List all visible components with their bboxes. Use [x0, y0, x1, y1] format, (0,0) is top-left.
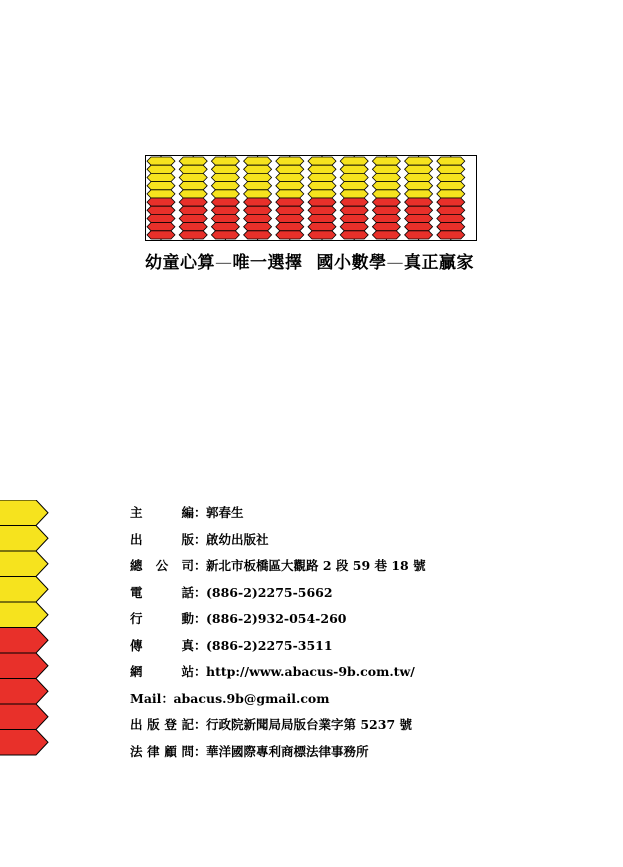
credit-colon: ：	[194, 505, 207, 520]
abacus-bead-red	[147, 214, 175, 222]
abacus-bead-yellow	[179, 157, 207, 165]
abacus-bead-red	[372, 206, 400, 214]
credit-value: 華洋國際專利商標法律事務所	[206, 743, 369, 759]
abacus-bead-red	[308, 198, 336, 206]
credit-label: 法律顧問	[130, 743, 194, 759]
abacus-bead-red	[179, 214, 207, 222]
abacus-bead-yellow	[276, 190, 304, 198]
abacus-bead-yellow	[340, 165, 368, 173]
abacus-bead-red	[276, 198, 304, 206]
abacus-bead-yellow	[244, 157, 272, 165]
abacus-bead-red	[244, 223, 272, 231]
abacus-bead-red	[276, 206, 304, 214]
side-bead-yellow	[0, 500, 48, 526]
abacus-bead-yellow	[340, 173, 368, 181]
abacus-bead-yellow	[147, 190, 175, 198]
abacus-bead-yellow	[405, 190, 433, 198]
abacus-bead-yellow	[340, 157, 368, 165]
abacus-bead-red	[276, 223, 304, 231]
credit-colon: ：	[161, 690, 174, 706]
abacus-bead-yellow	[244, 182, 272, 190]
slogan-part-2: 唯一選擇	[232, 253, 303, 273]
abacus-bead-yellow	[147, 173, 175, 181]
slogan-dash-1: —	[215, 253, 233, 273]
abacus-bead-yellow	[179, 182, 207, 190]
abacus-bead-red	[211, 223, 239, 231]
side-bead-column	[0, 500, 50, 756]
abacus-bead-yellow	[276, 182, 304, 190]
email-link[interactable]: abacus.9b@gmail.com	[173, 690, 330, 706]
abacus-bead-yellow	[179, 173, 207, 181]
abacus-bead-red	[211, 214, 239, 222]
abacus-bead-red	[244, 231, 272, 239]
abacus-bead-yellow	[211, 190, 239, 198]
side-bead-red	[0, 704, 48, 730]
slogan-part-4: 真正贏家	[404, 253, 474, 273]
abacus-bead-red	[372, 223, 400, 231]
credit-colon: ：	[194, 584, 207, 600]
abacus-bead-yellow	[405, 182, 433, 190]
abacus-bead-red	[308, 214, 336, 222]
credit-colon: ：	[194, 743, 207, 759]
abacus-bead-red	[276, 214, 304, 222]
abacus-bead-red	[437, 223, 465, 231]
side-bead-red	[0, 653, 48, 679]
abacus-bead-red	[211, 231, 239, 239]
abacus-bead-red	[244, 206, 272, 214]
abacus-bead-yellow	[308, 173, 336, 181]
abacus-bead-yellow	[276, 173, 304, 181]
credit-label: 出版登記	[130, 717, 194, 732]
abacus-bead-yellow	[437, 157, 465, 165]
credit-label: 總 公 司	[130, 558, 194, 573]
credit-colon: ：	[194, 717, 207, 732]
abacus-bead-yellow	[372, 190, 400, 198]
abacus-bead-yellow	[276, 157, 304, 165]
abacus-bead-red	[308, 231, 336, 239]
abacus-bead-red	[211, 206, 239, 214]
abacus-bead-red	[147, 206, 175, 214]
credit-value: (886-2)932-054-260	[206, 611, 347, 626]
credit-colon: ：	[194, 664, 207, 679]
side-bead-yellow	[0, 602, 48, 628]
credit-value: 行政院新聞局局版台業字第 5237 號	[206, 717, 412, 732]
abacus-bead-red	[147, 223, 175, 231]
credit-label: 電 話	[130, 584, 194, 600]
abacus-bead-yellow	[147, 165, 175, 173]
side-bead-red	[0, 628, 48, 654]
abacus-bead-yellow	[308, 182, 336, 190]
credit-row-fax	[130, 633, 426, 660]
side-bead-yellow	[0, 551, 48, 577]
abacus-bead-red	[437, 231, 465, 239]
abacus-bead-red	[179, 231, 207, 239]
abacus-bead-red	[372, 214, 400, 222]
credit-colon: ：	[194, 531, 207, 547]
credit-row-head-office	[130, 553, 426, 580]
credit-label: 傳 真	[130, 637, 194, 653]
abacus-bead-red	[340, 206, 368, 214]
credit-row-mail	[130, 686, 426, 713]
abacus-bead-red	[405, 231, 433, 239]
abacus-bead-red	[405, 198, 433, 206]
credit-row-mobile	[130, 606, 426, 633]
side-bead-yellow	[0, 526, 48, 552]
abacus-bead-red	[244, 198, 272, 206]
slogan-part-3: 國小數學	[316, 253, 387, 273]
credit-value: 啟幼出版社	[206, 531, 269, 547]
abacus-bead-yellow	[405, 157, 433, 165]
credit-colon: ：	[194, 611, 207, 626]
abacus-bead-red	[308, 206, 336, 214]
abacus-bead-yellow	[340, 190, 368, 198]
abacus-bead-yellow	[211, 165, 239, 173]
abacus-bead-red	[147, 198, 175, 206]
abacus-bead-yellow	[437, 190, 465, 198]
abacus-bead-yellow	[372, 165, 400, 173]
abacus-bead-yellow	[340, 182, 368, 190]
abacus-bead-red	[211, 198, 239, 206]
abacus-bead-red	[340, 214, 368, 222]
abacus-bead-yellow	[308, 190, 336, 198]
credit-row-registration	[130, 712, 426, 739]
credit-value: 郭春生	[206, 505, 244, 520]
credit-label: 行 動	[130, 611, 194, 626]
abacus-bead-red	[276, 231, 304, 239]
abacus-bead-red	[179, 206, 207, 214]
abacus-bead-yellow	[244, 190, 272, 198]
abacus-bead-yellow	[437, 165, 465, 173]
abacus-bead-yellow	[405, 165, 433, 173]
abacus-bead-red	[308, 223, 336, 231]
abacus-bead-red	[372, 198, 400, 206]
abacus-bead-red	[147, 231, 175, 239]
abacus-bead-yellow	[437, 182, 465, 190]
credit-row-editor	[130, 500, 426, 527]
side-bead-yellow	[0, 577, 48, 603]
abacus-bead-red	[405, 206, 433, 214]
slogan-part-1: 幼童心算	[145, 253, 215, 273]
abacus-bead-yellow	[211, 182, 239, 190]
abacus-bead-red	[179, 198, 207, 206]
abacus-bead-yellow	[179, 165, 207, 173]
abacus-bead-yellow	[372, 173, 400, 181]
abacus-illustration	[145, 155, 477, 241]
slogan	[145, 248, 474, 273]
credit-value: (886-2)2275-5662	[206, 584, 333, 600]
credit-row-publisher	[130, 527, 426, 554]
abacus-bead-red	[437, 206, 465, 214]
abacus-bead-red	[405, 223, 433, 231]
abacus-bead-yellow	[147, 182, 175, 190]
abacus-bead-red	[405, 214, 433, 222]
abacus-bead-yellow	[276, 165, 304, 173]
abacus-bead-yellow	[244, 165, 272, 173]
side-bead-red	[0, 679, 48, 705]
slogan-dash-2: —	[386, 253, 404, 273]
abacus-bead-yellow	[179, 190, 207, 198]
abacus-bead-yellow	[211, 173, 239, 181]
credit-colon: ：	[194, 558, 207, 573]
abacus-bead-red	[437, 214, 465, 222]
credit-label: 出 版	[130, 531, 194, 547]
abacus-bead-red	[340, 223, 368, 231]
abacus-bead-red	[340, 198, 368, 206]
abacus-bead-yellow	[405, 173, 433, 181]
abacus-bead-yellow	[372, 182, 400, 190]
credit-label: 網 站	[130, 664, 194, 679]
abacus-bead-red	[372, 231, 400, 239]
credit-colon: ：	[194, 637, 207, 653]
abacus-bead-red	[340, 231, 368, 239]
side-bead-red	[0, 730, 48, 756]
credit-value: 新北市板橋區大觀路 2 段 59 巷 18 號	[206, 558, 426, 573]
credit-value: (886-2)2275-3511	[206, 637, 333, 653]
website-link[interactable]: http://www.abacus-9b.com.tw/	[206, 664, 415, 679]
abacus-bead-yellow	[147, 157, 175, 165]
abacus-bead-yellow	[372, 157, 400, 165]
abacus-bead-yellow	[244, 173, 272, 181]
credit-label: Mail	[130, 690, 162, 706]
abacus-bead-red	[179, 223, 207, 231]
abacus-bead-yellow	[308, 157, 336, 165]
credit-row-phone	[130, 580, 426, 607]
credit-row-legal	[130, 739, 426, 766]
abacus-bead-red	[244, 214, 272, 222]
abacus-bead-yellow	[308, 165, 336, 173]
abacus-bead-yellow	[211, 157, 239, 165]
credit-row-website	[130, 659, 426, 686]
abacus-bead-red	[437, 198, 465, 206]
abacus-bead-yellow	[437, 173, 465, 181]
credits-block	[130, 500, 426, 765]
credit-label: 主 編	[130, 505, 194, 520]
